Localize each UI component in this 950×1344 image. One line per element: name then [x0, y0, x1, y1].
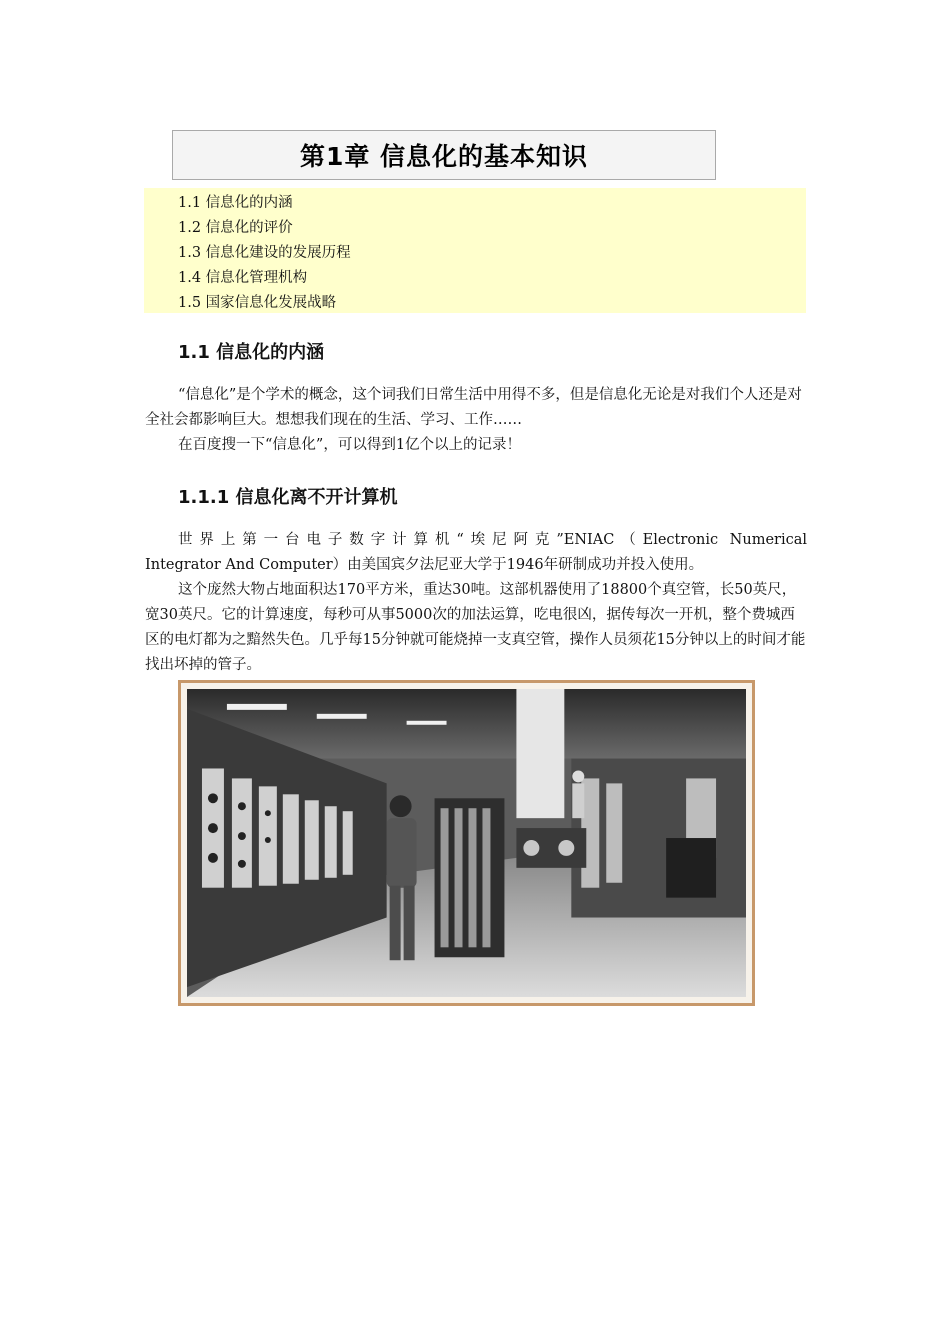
toc-item-1-5[interactable]: 1.5 国家信息化发展战略 [178, 295, 337, 311]
toc-item-1-1[interactable]: 1.1 信息化的内涵 [178, 195, 293, 211]
eniac-paragraph-line-2: Integrator And Computer）由美国宾夕法尼亚大学于1946年研制成功并投入使用。 [145, 557, 704, 573]
eniac-photo-icon [187, 689, 746, 997]
section-1-1-paragraph-1: “信息化”是个学术的概念，这个词我们日常生活中用得不多，但是信息化无论是对我们个人还是对全社会都影响巨大。想想我们现在的生活、学习、工作…… [145, 387, 802, 428]
table-of-contents [144, 188, 806, 313]
toc-item-1-4[interactable]: 1.4 信息化管理机构 [178, 270, 308, 286]
section-1-1-body [145, 383, 807, 458]
section-heading-1-1-1: 1.1.1 信息化离不开计算机 [178, 487, 398, 508]
toc-item-1-2[interactable]: 1.2 信息化的评价 [178, 220, 293, 236]
section-1-1-paragraph-2: 在百度搜一下“信息化”，可以得到1亿个以上的记录！ [178, 437, 522, 453]
eniac-photo [178, 680, 755, 1006]
eniac-paragraph-line-1: 世界上第一台电子数字计算机“埃尼阿克”ENIAC（Electronic Numerical [178, 532, 807, 548]
toc-item-1-3[interactable]: 1.3 信息化建设的发展历程 [178, 245, 351, 261]
section-heading-1-1: 1.1 信息化的内涵 [178, 342, 325, 363]
section-1-1-1-body [145, 528, 807, 678]
chapter-title-box [172, 130, 716, 180]
chapter-title: 第1章 信息化的基本知识 [299, 142, 589, 171]
eniac-paragraph-2: 这个庞然大物占地面积达170平方米，重达30吨。这部机器使用了18800个真空管，长50英尺，宽30英尺。它的计算速度，每秒可从事5000次的加法运算，吃电很凶，据传每次一开机，整个费城西区的电灯都为之黯然失色。几乎每15分钟就可能烧掉一支真空管，操作人员须花15分钟以上的时间才能找出坏掉的管子。 [145, 582, 806, 673]
